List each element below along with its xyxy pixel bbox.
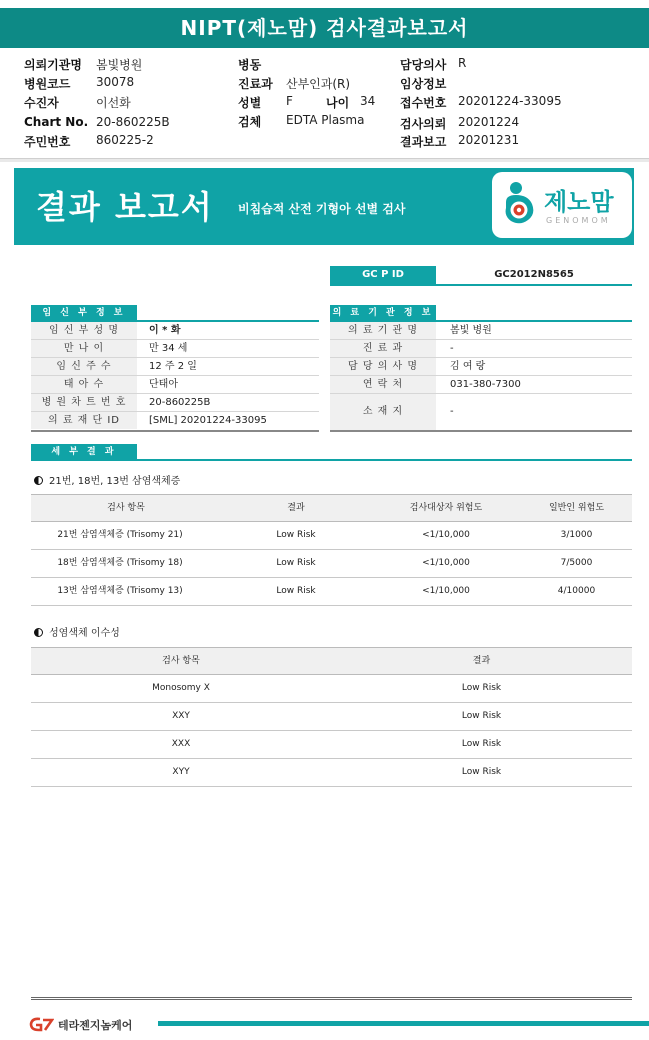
field-label-ward: 병동 [238,58,262,72]
info-key: 의 료 재 단 ID [31,412,137,429]
section-tab-institution-info: 의 료 기 관 정 보 [330,305,436,321]
info-key: 태 아 수 [31,376,137,393]
column-header: 검사대상자 위험도 [409,503,483,513]
table-cell: Low Risk [461,739,502,749]
trisomy-heading-text: 21번, 18번, 13번 삼염색체증 [49,476,181,487]
table-bottom-line [330,430,632,432]
field-label-report-date: 결과보고 [400,135,447,149]
field-value-hospital-code: 30078 [96,75,135,89]
info-row [31,340,319,358]
report-title: 결과 보고서 [36,188,214,226]
table-row [31,703,632,731]
field-label-age: 나이 [326,96,350,110]
info-key: 소 재 지 [330,394,436,430]
field-value-report-date: 20201231 [458,133,520,147]
half-circle-icon [34,628,43,637]
table-row [31,675,632,703]
table-cell: 13번 삼염색체증 (Trisomy 13) [57,586,183,596]
field-label-doctor: 담당의사 [400,58,447,72]
info-row [31,376,319,394]
field-value-age: 34 [360,94,376,108]
institution-info-table [330,322,632,432]
trisomy-heading [34,472,180,487]
table-cell: <1/10,000 [422,558,470,568]
info-key: 병 원 차 트 번 호 [31,394,137,411]
section-divider [0,158,649,162]
gc-pid-label: GC P ID [330,266,436,284]
sex-chromosome-table [31,647,632,787]
field-label-request-date: 검사의뢰 [400,117,447,131]
info-value: 단태아 [149,379,178,390]
field-label-receipt-no: 접수번호 [400,96,447,110]
genomom-logo-subtext: GENOMOM [546,216,611,225]
half-circle-icon [34,476,43,485]
request-info-panel [0,54,649,154]
table-cell: XXY [172,711,190,721]
table-cell: 4/10000 [557,586,596,596]
table-cell: <1/10,000 [422,586,470,596]
info-row [330,322,632,340]
info-value: [SML] 20201224-33095 [149,415,267,426]
info-value: - [450,406,454,417]
info-value: 김 여 랑 [450,361,486,372]
section-tab-pregnant-info: 임 신 부 정 보 [31,305,137,321]
table-cell: Low Risk [276,530,316,540]
gc-pid-value: GC2012N8565 [494,269,574,280]
info-value: 봄빛 병원 [450,325,492,336]
info-row [330,358,632,376]
field-value-specimen: EDTA Plasma [286,113,365,127]
pregnant-info-table [31,322,319,432]
table-row [31,731,632,759]
info-row [31,358,319,376]
info-row [31,322,319,340]
info-value: 이 * 화 [149,325,181,336]
info-row [330,394,632,430]
table-cell: Low Risk [461,767,502,777]
company-logo-icon [28,1016,54,1032]
sex-chromosome-heading [34,624,120,639]
table-header [31,494,632,522]
field-value-sex: F [286,94,293,108]
sex-chromosome-heading-text: 성염색체 이수성 [49,628,120,639]
table-row [31,578,632,606]
info-row [330,340,632,358]
report-top-title: NIPT(제노맘) 검사결과보고서 [0,8,649,48]
field-value-department: 산부인과(R) [286,77,351,91]
column-header: 결과 [472,656,491,666]
table-cell: Monosomy X [152,683,210,693]
genomom-logo [492,172,632,238]
info-key: 담 당 의 사 명 [330,358,436,375]
table-header [31,647,632,675]
field-value-request-date: 20201224 [458,115,520,129]
field-value-receipt-no: 20201224-33095 [458,94,562,108]
table-cell: Low Risk [276,586,316,596]
field-label-department: 진료과 [238,77,273,91]
table-cell: 18번 삼염색체증 (Trisomy 18) [57,558,183,568]
trisomy-table [31,494,632,606]
field-label-hospital-code: 병원코드 [24,77,71,91]
table-row [31,522,632,550]
table-cell: 7/5000 [560,558,593,568]
table-cell: <1/10,000 [422,530,470,540]
section-line [31,459,632,461]
table-cell: 3/1000 [560,530,593,540]
table-row [31,759,632,787]
info-key: 진 료 과 [330,340,436,357]
info-key: 임 신 주 수 [31,358,137,375]
column-header: 검사 항목 [162,656,200,666]
table-bottom-line [31,430,319,432]
field-value-resident-no: 860225-2 [96,133,154,147]
footer-accent-bar [158,1021,649,1026]
report-header [14,168,634,245]
field-label-patient: 수진자 [24,96,59,110]
field-label-specimen: 검체 [238,115,262,129]
genomom-logo-text: 제노맘 [544,188,614,216]
table-cell: Low Risk [461,711,502,721]
table-row [31,550,632,578]
info-key: 의 료 기 관 명 [330,322,436,339]
table-cell: 21번 삼염색체증 (Trisomy 21) [57,530,183,540]
info-row [330,376,632,394]
info-key: 임 신 부 성 명 [31,322,137,339]
table-cell: Low Risk [276,558,316,568]
genomom-logo-icon [502,180,538,226]
field-label-sex: 성별 [238,96,262,110]
info-value: 031-380-7300 [450,379,521,390]
report-subtitle: 비침습적 산전 기형아 선별 검사 [238,202,406,216]
section-tab-detail-results: 세 부 결 과 [31,444,137,460]
field-value-institution: 봄빛병원 [96,58,143,72]
column-header: 검사 항목 [107,503,145,513]
table-cell: Low Risk [461,683,502,693]
column-header: 결과 [287,503,305,513]
table-cell: XXX [171,739,191,749]
info-value: - [450,343,454,354]
info-value: 만 34 세 [149,343,188,354]
gc-pid-box [330,266,632,286]
info-value: 20-860225B [149,397,211,408]
field-value-chart-no: 20-860225B [96,115,170,129]
column-header: 일반인 위험도 [548,503,605,513]
footer-divider [31,997,632,1000]
field-label-institution: 의뢰기관명 [24,58,82,72]
field-label-chart-no: Chart No. [24,115,89,129]
field-label-resident-no: 주민번호 [24,135,71,149]
info-row [31,394,319,412]
company-name: 테라젠지놈케어 [58,1019,133,1032]
info-key: 만 나 이 [31,340,137,357]
table-cell: XYY [172,767,190,777]
info-value: 12 주 2 일 [149,361,197,372]
field-value-patient: 이선화 [96,96,131,110]
info-row [31,412,319,430]
field-label-clinical-info: 임상정보 [400,77,447,91]
info-key: 연 락 처 [330,376,436,393]
field-value-doctor: R [458,56,467,70]
